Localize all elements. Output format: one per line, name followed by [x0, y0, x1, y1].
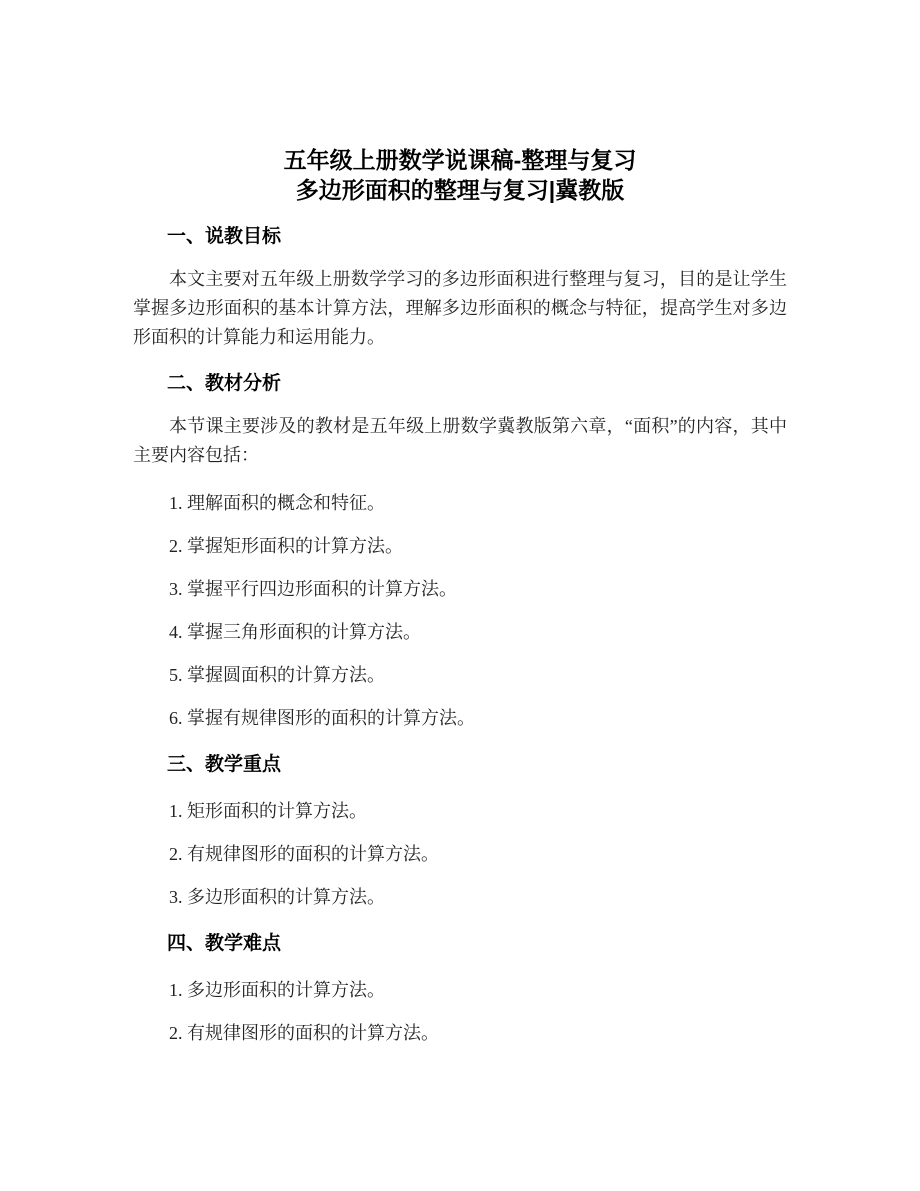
paragraph-goals: 本文主要对五年级上册数学学习的多边形面积进行整理与复习，目的是让学生掌握多边形面积的基本计算方法，理解多边形面积的概念与特征，提高学生对多边形面积的计算能力和运用能力。: [133, 269, 787, 347]
section-heading-goals: 一、说教目标: [167, 226, 282, 247]
list-item: 1. 理解面积的概念和特征。: [169, 493, 385, 513]
list-item: 1. 多边形面积的计算方法。: [169, 980, 385, 1000]
list-item: 2. 有规律图形的面积的计算方法。: [169, 844, 439, 864]
list-item: 3. 掌握平行四边形面积的计算方法。: [169, 579, 457, 599]
list-item: 3. 多边形面积的计算方法。: [169, 887, 385, 907]
list-item: 6. 掌握有规律图形的面积的计算方法。: [169, 708, 475, 728]
list-item: 2. 掌握矩形面积的计算方法。: [169, 536, 403, 556]
document-content: [133, 0, 787, 1048]
list-item: 5. 掌握圆面积的计算方法。: [169, 665, 385, 685]
section-heading-teaching-difficulty: 四、教学难点: [167, 933, 282, 954]
title-line-2: 多边形面积的整理与复习|冀教版: [295, 177, 625, 203]
list-item: 2. 有规律图形的面积的计算方法。: [169, 1023, 439, 1043]
section-heading-material-analysis: 二、教材分析: [167, 373, 282, 394]
paragraph-material-analysis: 本节课主要涉及的教材是五年级上册数学冀教版第六章，“面积”的内容，其中主要内容包括：: [133, 416, 787, 465]
document-title: [133, 0, 787, 205]
list-item: 4. 掌握三角形面积的计算方法。: [169, 622, 421, 642]
title-line-1: 五年级上册数学说课稿-整理与复习: [283, 147, 637, 173]
list-item: 1. 矩形面积的计算方法。: [169, 801, 367, 821]
section-heading-teaching-focus: 三、教学重点: [167, 754, 282, 775]
